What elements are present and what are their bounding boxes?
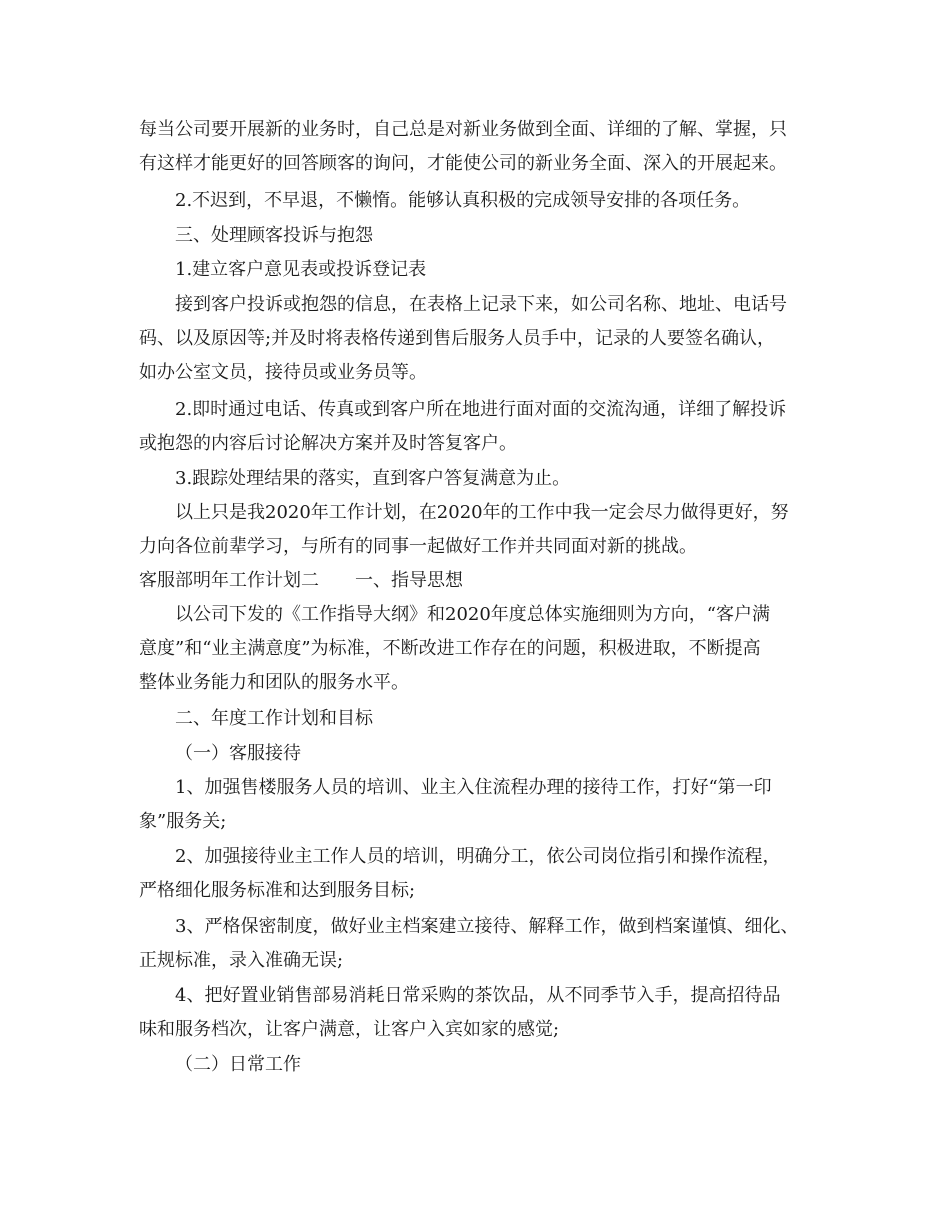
text-line: 2.即时通过电话、传真或到客户所在地进行面对面的交流沟通，详细了解投诉 xyxy=(175,399,787,420)
text-line: 如办公室文员，接待员或业务员等。 xyxy=(139,362,427,383)
paragraph-item-2 xyxy=(139,184,829,218)
text-line: 有这样才能更好的回答顾客的询问，才能使公司的新业务全面、深入的开展起来。 xyxy=(139,153,787,174)
text-line: 正规标准，录入准确无误; xyxy=(139,950,344,971)
paragraph-reception-4 xyxy=(139,979,829,1047)
text-line: 以公司下发的《工作指导大纲》和2020年度总体实施细则为方向，“客户满 xyxy=(175,604,771,625)
section-heading-annual-plan xyxy=(139,702,829,736)
text-line: 客服部明年工作计划二 一、指导思想 xyxy=(139,570,463,591)
text-line: 严格细化服务标准和达到服务目标; xyxy=(139,880,416,901)
paragraph-reception-3 xyxy=(139,910,829,978)
paragraph-guiding-ideology xyxy=(139,598,829,700)
text-line: 三、处理顾客投诉与抱怨 xyxy=(175,225,373,246)
text-line: 整体业务能力和团队的服务水平。 xyxy=(139,672,409,693)
section-heading-plan-two xyxy=(139,564,829,598)
text-line: 意度”和“业主满意度”为标准，不断改进工作存在的问题，积极进取，不断提高 xyxy=(139,638,761,659)
text-line: 1.建立客户意见表或投诉登记表 xyxy=(175,259,427,280)
text-line: 味和服务档次，让客户满意，让客户入宾如家的感觉; xyxy=(139,1019,560,1040)
text-line: 或抱怨的内容后讨论解决方案并及时答复客户。 xyxy=(139,433,517,454)
paragraph-complaint-record xyxy=(139,288,829,390)
text-line: 3.跟踪处理结果的落实，直到客户答复满意为止。 xyxy=(175,468,571,489)
text-line: 4、把好置业销售部易消耗日常采购的茶饮品，从不同季节入手，提高招待品 xyxy=(175,985,781,1006)
section-heading-complaints xyxy=(139,219,829,253)
paragraph-reception-2 xyxy=(139,840,829,908)
text-line: 码、以及原因等;并及时将表格传递到售后服务人员手中，记录的人要签名确认， xyxy=(139,328,776,349)
text-line: （二）日常工作 xyxy=(175,1054,301,1075)
subheading-reception xyxy=(139,737,829,771)
subheading-daily-work xyxy=(139,1048,829,1082)
paragraph-item-3 xyxy=(139,462,829,496)
text-line: （一）客服接待 xyxy=(175,743,301,764)
paragraph-item-1 xyxy=(139,253,829,287)
text-line: 以上只是我2020年工作计划，在2020年的工作中我一定会尽力做得更好，努 xyxy=(175,502,789,523)
paragraph-summary xyxy=(139,496,829,564)
text-line: 每当公司要开展新的业务时，自己总是对新业务做到全面、详细的了解、掌握，只 xyxy=(139,119,787,140)
text-line: 2.不迟到，不早退，不懒惰。能够认真积极的完成领导安排的各项任务。 xyxy=(175,190,751,211)
text-line: 接到客户投诉或抱怨的信息，在表格上记录下来，如公司名称、地址、电话号 xyxy=(175,294,787,315)
text-line: 象”服务关; xyxy=(139,811,227,832)
paragraph-item-2-contact xyxy=(139,393,829,461)
text-line: 3、严格保密制度，做好业主档案建立接待、解释工作，做到档案谨慎、细化、 xyxy=(175,916,799,937)
text-line: 2、加强接待业主工作人员的培训，明确分工，依公司岗位指引和操作流程， xyxy=(175,846,781,867)
paragraph-reception-1 xyxy=(139,771,829,839)
text-line: 力向各位前辈学习，与所有的同事一起做好工作并共同面对新的挑战。 xyxy=(139,536,697,557)
text-line: 二、年度工作计划和目标 xyxy=(175,708,373,729)
text-line: 1、加强售楼服务人员的培训、业主入住流程办理的接待工作，打好“第一印 xyxy=(175,777,772,798)
paragraph-new-business xyxy=(139,113,829,181)
